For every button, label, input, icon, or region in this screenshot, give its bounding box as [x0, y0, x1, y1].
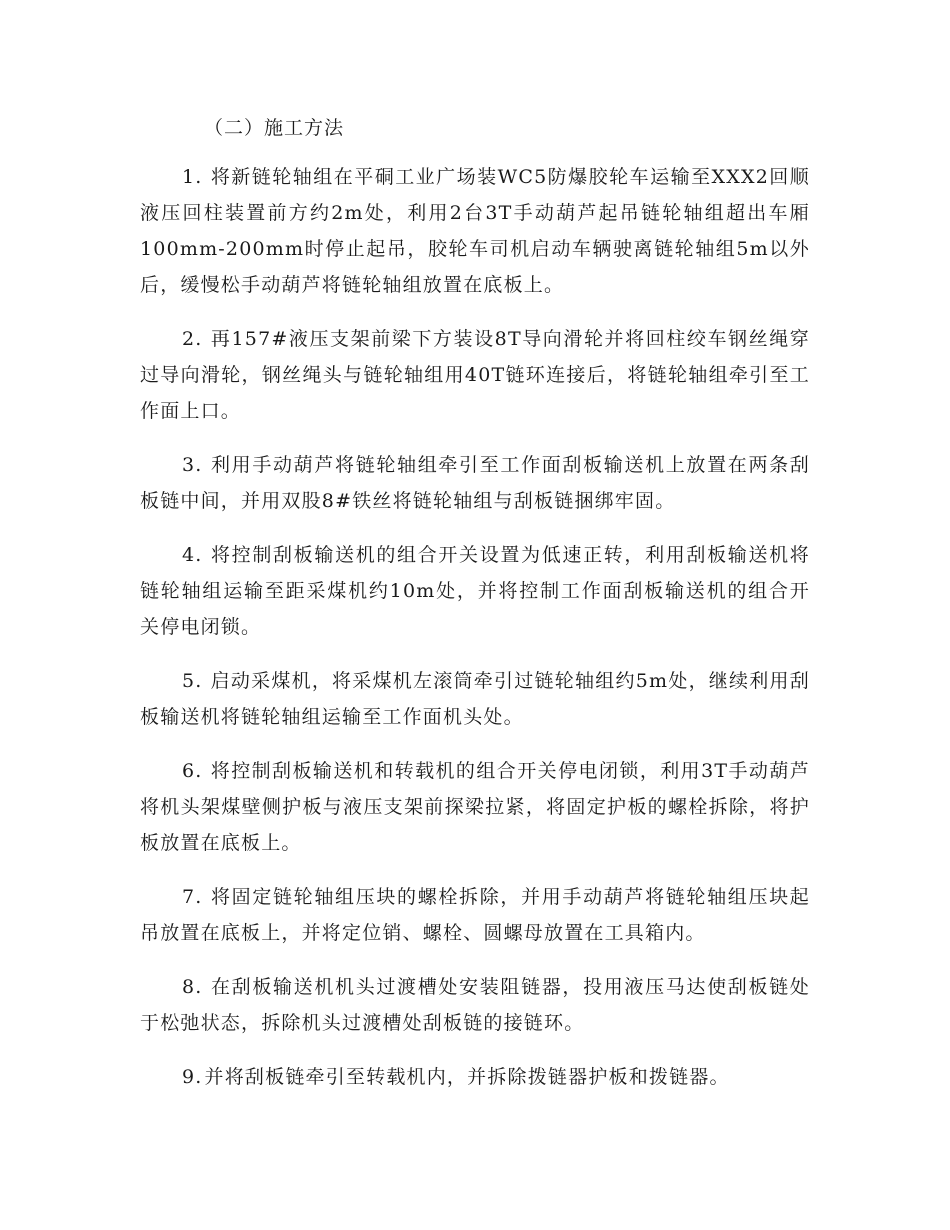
document-body [140, 112, 810, 1113]
step-number: 8. [182, 976, 203, 998]
step-text: 将控制刮板输送机和转载机的组合开关停电闭锁，利用3T手动葫芦将机头架煤壁侧护板与液压支架前探梁拉紧，将固定护板的螺栓拆除，将护板放置在底板上。 [140, 760, 810, 854]
step-text: 利用手动葫芦将链轮轴组牵引至工作面刮板输送机上放置在两条刮板链中间，并用双股8#铁丝将链轮轴组与刮板链捆绑牢固。 [140, 454, 810, 512]
step-text: 再157#液压支架前梁下方装设8T导向滑轮并将回柱绞车钢丝绳穿过导向滑轮，钢丝绳头与链轮轴组用40T链环连接后，将链轮轴组牵引至工作面上口。 [140, 328, 810, 422]
step-paragraph [140, 753, 810, 861]
step-number: 7. [182, 886, 203, 908]
step-paragraph [140, 537, 810, 645]
step-text: 并将刮板链牵引至转载机内，并拆除拨链器护板和拨链器。 [204, 1066, 730, 1088]
step-paragraph [140, 1059, 810, 1095]
section-heading: （二）施工方法 [204, 117, 345, 139]
step-text: 启动采煤机，将采煤机左滚筒牵引过链轮轴组约5m处，继续利用刮板输送机将链轮轴组运输至工作面机头处。 [140, 670, 810, 728]
step-number: 4. [182, 544, 203, 566]
step-number: 3. [182, 454, 203, 476]
step-text: 将新链轮轴组在平硐工业广场装WC5防爆胶轮车运输至XXX2回顺液压回柱装置前方约2m处，利用2台3T手动葫芦起吊链轮轴组超出车厢100mm-200mm时停止起吊，胶轮车司机启动车辆驶离链轮轴组5m以外后，缓慢松手动葫芦将链轮轴组放置在底板上。 [140, 166, 810, 296]
step-paragraph [140, 159, 810, 303]
step-number: 2. [182, 328, 203, 350]
step-paragraph [140, 969, 810, 1041]
step-paragraph [140, 447, 810, 519]
step-number: 6. [182, 760, 203, 782]
step-text: 在刮板输送机机头过渡槽处安装阻链器，投用液压马达使刮板链处于松弛状态，拆除机头过渡槽处刮板链的接链环。 [140, 976, 810, 1034]
step-number: 1. [182, 166, 203, 188]
step-number: 9. [182, 1066, 203, 1088]
step-paragraph [140, 321, 810, 429]
step-paragraph [140, 879, 810, 951]
step-number: 5. [182, 670, 203, 692]
step-paragraph [140, 663, 810, 735]
step-text: 将控制刮板输送机的组合开关设置为低速正转，利用刮板输送机将链轮轴组运输至距采煤机约10m处，并将控制工作面刮板输送机的组合开关停电闭锁。 [140, 544, 810, 638]
step-text: 将固定链轮轴组压块的螺栓拆除，并用手动葫芦将链轮轴组压块起吊放置在底板上，并将定位销、螺栓、圆螺母放置在工具箱内。 [140, 886, 810, 944]
